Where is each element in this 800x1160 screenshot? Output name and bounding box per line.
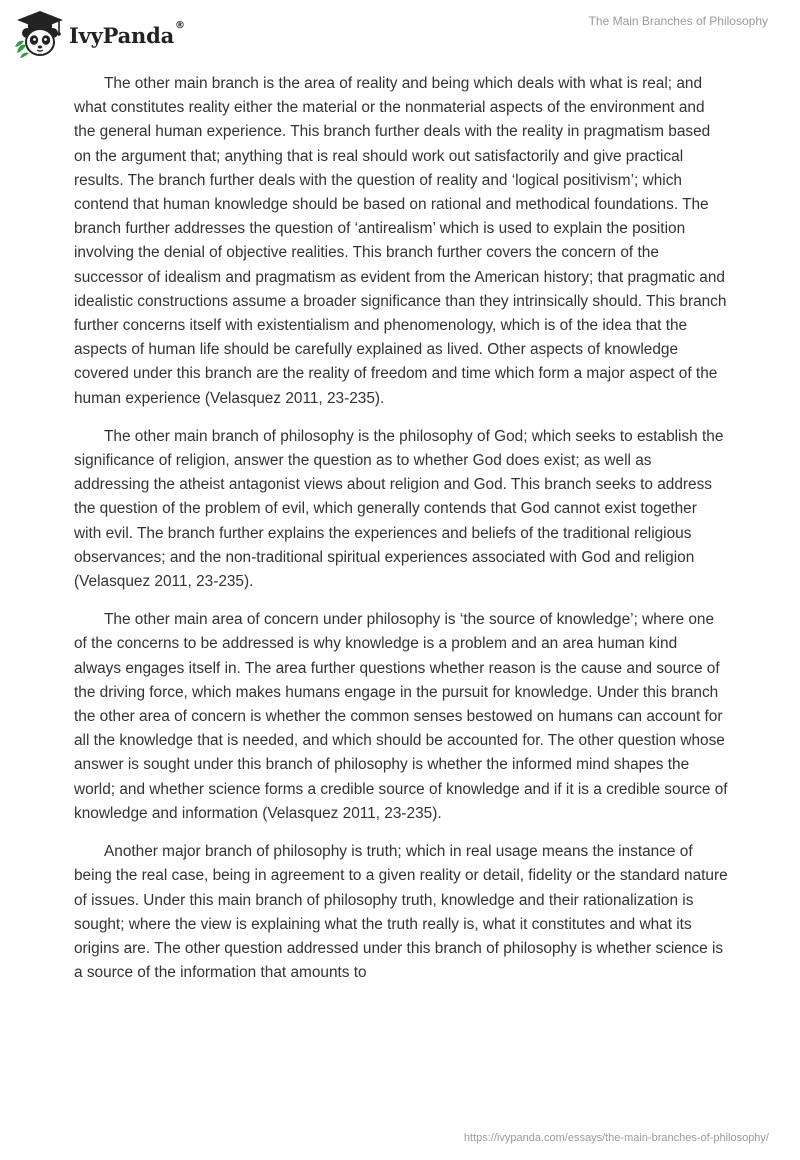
essay-body <box>74 72 728 999</box>
panda-graduate-icon <box>14 9 66 59</box>
paragraph-source-of-knowledge: The other main area of concern under philosophy is ‘the source of knowledge’; where one of the concerns to be addressed is why knowledge is a problem and an area human kind always engages itself in. The area further questions whether reason is the cause and source of the driving force, which makes humans engage in the pursuit for knowledge. Under this branch the other area of concern is whether the common senses bestowed on humans can account for all the knowledge that is needed, and which should be accounted for. The other question whose answer is sought under this branch of philosophy is whether the informed mind shapes the world; and whether science forms a credible source of knowledge and if it is a credible source of knowledge and information (Velasquez 2011, 23-235). <box>74 611 728 822</box>
paragraph-philosophy-of-god: The other main branch of philosophy is the philosophy of God; which seeks to establish the significance of religion, answer the question as to whether God does exist; as well as addressing the atheist antagonist views about religion and God. This branch seeks to address the question of the problem of evil, which generally contends that God cannot exist together with evil. The branch further explains the experiences and beliefs of the traditional religious observances; and the non-traditional spiritual experiences associated with God and religion (Velasquez 2011, 23-235). <box>74 427 724 591</box>
brand-name: IvyPanda® <box>69 19 185 48</box>
paragraph-truth: Another major branch of philosophy is truth; which in real usage means the instance of being the real case, being in agreement to a given reality or detail, fidelity or the standard nature of issues. Under this main branch of philosophy truth, knowledge and their rationalization is sought; where the view is explaining what the truth really is, what it constitutes and what its origins are. The other question addressed under this branch of philosophy is whether science is a source of the information that amounts to <box>74 843 728 982</box>
ivypanda-logo[interactable] <box>14 9 185 59</box>
page-header <box>0 0 800 70</box>
paragraph-reality: The other main branch is the area of reality and being which deals with what is real; and what constitutes reality either the material or the nonmaterial aspects of the environment and the general human experience. This branch further deals with the reality in pragmatism based on the argument that; anything that is real should work out satisfactorily and give practical results. The branch further deals with the question of reality and ‘logical positivism’; which contend that human knowledge should be based on rational and methodical foundations. The branch further addresses the question of ‘antirealism’ which is used to explain the position involving the denial of objective realities. This branch further covers the concern of the successor of idealism and pragmatism as evident from the American history; that pragmatic and idealistic constructions assume a broader significance than they intrinsically should. This branch further concerns itself with existentialism and phenomenology, which is of the idea that the aspects of human life should be carefully explained as lived. Other aspects of knowledge covered under this branch are the reality of freedom and time which form a major aspect of the human experience (Velasquez 2011, 23-235). <box>74 75 727 407</box>
document-title: The Main Branches of Philosophy <box>588 14 768 28</box>
source-url[interactable]: https://ivypanda.com/essays/the-main-branches-of-philosophy/ <box>463 1132 769 1144</box>
registered-mark: ® <box>175 19 185 31</box>
